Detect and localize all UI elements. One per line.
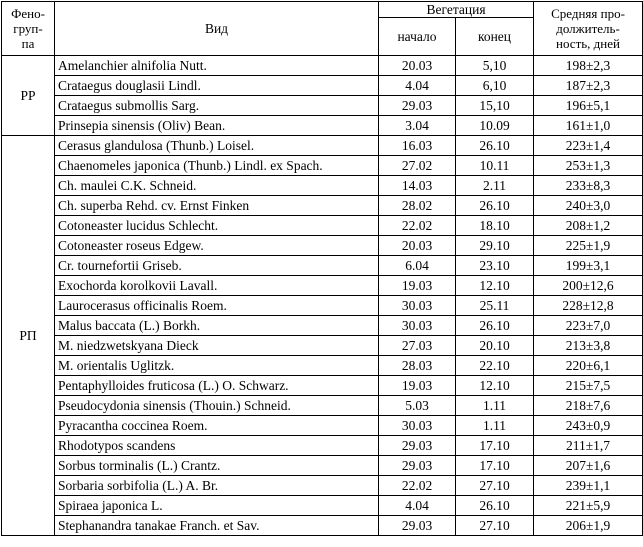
start-cell: 4.04 [379,76,456,96]
end-cell: 17.10 [456,456,534,476]
duration-cell: 161±1,0 [534,116,643,136]
table-row [2,216,643,236]
species-cell: Pentaphylloides fruticosa (L.) O. Schwarz. [55,376,379,396]
start-cell: 30.03 [379,416,456,436]
table-row [2,456,643,476]
header-duration-line: Средняя про- [551,6,625,21]
species-cell: M. orientalis Uglitzk. [55,356,379,376]
end-cell: 20.10 [456,336,534,356]
phenogroup-cell: РР [2,56,55,136]
table-row [2,516,643,536]
end-cell: 29.10 [456,236,534,256]
end-cell: 12.10 [456,276,534,296]
species-cell: Pyracantha coccinea Roem. [55,416,379,436]
start-cell: 28.03 [379,356,456,376]
duration-cell: 220±6,1 [534,356,643,376]
phenology-table [1,1,643,536]
table-row [2,396,643,416]
duration-cell: 239±1,1 [534,476,643,496]
duration-cell: 208±1,2 [534,216,643,236]
end-cell: 26.10 [456,496,534,516]
start-cell: 6.04 [379,256,456,276]
duration-cell: 223±7,0 [534,316,643,336]
start-cell: 29.03 [379,436,456,456]
end-cell: 5,10 [456,56,534,76]
species-cell: Ch. maulei C.K. Schneid. [55,176,379,196]
end-cell: 27.10 [456,476,534,496]
end-cell: 18.10 [456,216,534,236]
species-cell: Crataegus submollis Sarg. [55,96,379,116]
table-row [2,476,643,496]
start-cell: 29.03 [379,96,456,116]
duration-cell: 206±1,9 [534,516,643,536]
start-cell: 30.03 [379,296,456,316]
end-cell: 6,10 [456,76,534,96]
phenogroup-cell: РП [2,136,55,536]
end-cell: 1.11 [456,396,534,416]
table-row [2,136,643,156]
start-cell: 20.03 [379,56,456,76]
end-cell: 1.11 [456,416,534,436]
table-row [2,296,643,316]
header-end: конец [456,18,534,56]
end-cell: 15,10 [456,96,534,116]
end-cell: 17.10 [456,436,534,456]
end-cell: 22.10 [456,356,534,376]
species-cell: Sorbaria sorbifolia (L.) A. Br. [55,476,379,496]
duration-cell: 223±1,4 [534,136,643,156]
table-row [2,376,643,396]
start-cell: 27.03 [379,336,456,356]
header-duration-line: ность, дней [556,36,620,51]
table-row [2,496,643,516]
header-phenogroup [2,2,55,56]
header-species: Вид [55,2,379,56]
species-cell: Sorbus torminalis (L.) Crantz. [55,456,379,476]
start-cell: 14.03 [379,176,456,196]
start-cell: 22.02 [379,476,456,496]
end-cell: 25.11 [456,296,534,316]
species-cell: Exochorda korolkovii Lavall. [55,276,379,296]
header-phenogroup-line: груп- [13,21,43,36]
end-cell: 10.09 [456,116,534,136]
table-row [2,156,643,176]
start-cell: 16.03 [379,136,456,156]
duration-cell: 218±7,6 [534,396,643,416]
duration-cell: 233±8,3 [534,176,643,196]
duration-cell: 187±2,3 [534,76,643,96]
species-cell: Laurocerasus officinalis Roem. [55,296,379,316]
header-start: начало [379,18,456,56]
end-cell: 26.10 [456,136,534,156]
table-row [2,56,643,76]
duration-cell: 207±1,6 [534,456,643,476]
header-phenogroup-line: Фено- [11,6,45,21]
table-row [2,256,643,276]
end-cell: 26.10 [456,196,534,216]
start-cell: 28.02 [379,196,456,216]
duration-cell: 211±1,7 [534,436,643,456]
end-cell: 26.10 [456,316,534,336]
start-cell: 27.02 [379,156,456,176]
duration-cell: 213±3,8 [534,336,643,356]
species-cell: Chaenomeles japonica (Thunb.) Lindl. ex Spach. [55,156,379,176]
start-cell: 3.04 [379,116,456,136]
species-cell: Cr. tournefortii Griseb. [55,256,379,276]
species-cell: Amelanchier alnifolia Nutt. [55,56,379,76]
table-row [2,356,643,376]
start-cell: 29.03 [379,516,456,536]
header-row-1 [2,2,643,18]
start-cell: 19.03 [379,376,456,396]
start-cell: 30.03 [379,316,456,336]
duration-cell: 200±12,6 [534,276,643,296]
species-cell: Spiraea japonica L. [55,496,379,516]
end-cell: 2.11 [456,176,534,196]
start-cell: 4.04 [379,496,456,516]
species-cell: Cotoneaster lucidus Schlecht. [55,216,379,236]
species-cell: Crataegus douglasii Lindl. [55,76,379,96]
header-vegetation: Вегетация [379,2,534,18]
duration-cell: 221±5,9 [534,496,643,516]
end-cell: 12.10 [456,376,534,396]
species-cell: Cerasus glandulosa (Thunb.) Loisel. [55,136,379,156]
duration-cell: 240±3,0 [534,196,643,216]
species-cell: Prinsepia sinensis (Oliv) Bean. [55,116,379,136]
end-cell: 23.10 [456,256,534,276]
species-cell: Rhodotypos scandens [55,436,379,456]
table-row [2,76,643,96]
duration-cell: 196±5,1 [534,96,643,116]
start-cell: 29.03 [379,456,456,476]
table-row [2,276,643,296]
table-row [2,196,643,216]
start-cell: 20.03 [379,236,456,256]
table-row [2,416,643,436]
duration-cell: 199±3,1 [534,256,643,276]
species-cell: Malus baccata (L.) Borkh. [55,316,379,336]
duration-cell: 228±12,8 [534,296,643,316]
end-cell: 10.11 [456,156,534,176]
table-row [2,116,643,136]
species-cell: M. niedzwetskyana Dieck [55,336,379,356]
start-cell: 19.03 [379,276,456,296]
table-row [2,336,643,356]
duration-cell: 225±1,9 [534,236,643,256]
duration-cell: 215±7,5 [534,376,643,396]
species-cell: Cotoneaster roseus Edgew. [55,236,379,256]
table-row [2,316,643,336]
duration-cell: 198±2,3 [534,56,643,76]
table-row [2,176,643,196]
table-row [2,436,643,456]
header-duration-line: должитель- [556,21,620,36]
table-body [2,56,643,536]
table-row [2,96,643,116]
species-cell: Stephanandra tanakae Franch. et Sav. [55,516,379,536]
species-cell: Ch. superba Rehd. cv. Ernst Finken [55,196,379,216]
header-phenogroup-line: па [21,36,35,51]
start-cell: 22.02 [379,216,456,236]
species-cell: Pseudocydonia sinensis (Thouin.) Schneid. [55,396,379,416]
table-row [2,236,643,256]
header-duration [534,2,643,56]
duration-cell: 243±0,9 [534,416,643,436]
duration-cell: 253±1,3 [534,156,643,176]
start-cell: 5.03 [379,396,456,416]
end-cell: 27.10 [456,516,534,536]
